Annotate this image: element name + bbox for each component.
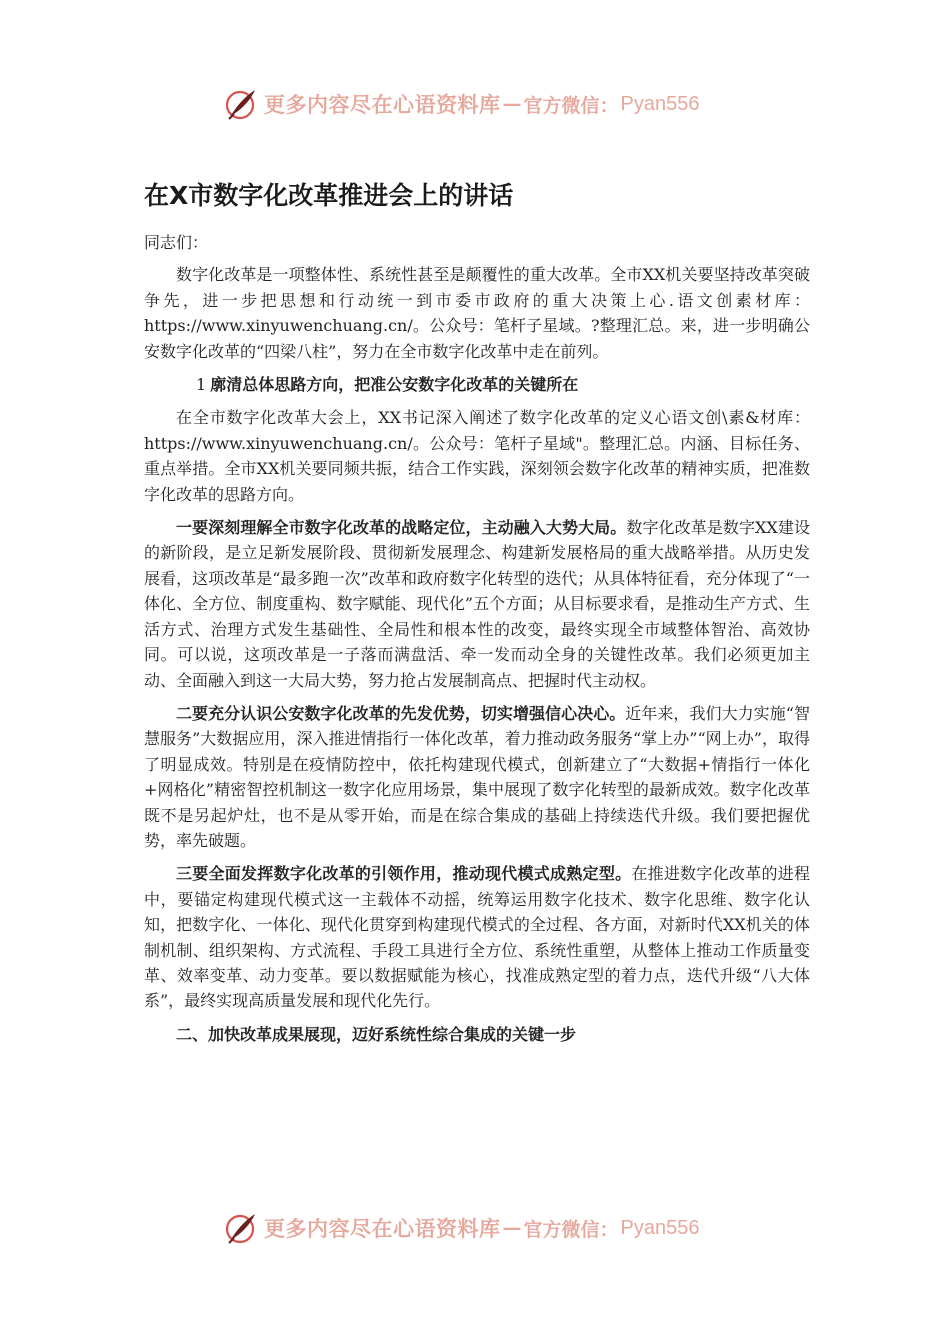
paragraph-3 <box>144 515 810 693</box>
banner-text: 更多内容尽在心语资料库 <box>264 92 501 117</box>
paragraph-4-lead: 二要充分认识公安数字化改革的先发优势，切实增强信心决心。 <box>176 703 626 723</box>
banner-wechat-label: 官方微信： <box>523 1218 619 1241</box>
section-2-heading <box>144 1022 810 1047</box>
paragraph-4-body: 近年来，我们大力实施“智慧服务”大数据应用，深入推进情指行一体化改革，着力推动政务服务“掌上办”“网上办”，取得了明显成效。特别是在疫情防控中，依托构建现代模式，创新建立了“大数据+情指行一体化+网格化”精密智控机制这一数字化应用场景，集中展现了数字化转型的最新成效。数字化改革既不是另起炉灶，也不是从零开始，而是在综合集成的基础上持续迭代升级。我们要把握优势，率先破题。 <box>144 703 810 850</box>
banner-wechat-label: 官方微信： <box>523 94 619 117</box>
paragraph-4 <box>144 701 810 853</box>
footer-banner <box>224 1206 724 1250</box>
paragraph-3-lead: 一要深刻理解全市数字化改革的战略定位，主动融入大势大局。 <box>176 518 627 538</box>
header-banner <box>224 82 724 126</box>
section-1-heading <box>196 372 810 397</box>
paragraph-3-body: 数字化改革是数字XX建设的新阶段，是立足新发展阶段、贯彻新发展理念、构建新发展格局的重大战略举措。从历史发展看，这项改革是“最多跑一次”改革和政府数字化转型的迭代；从具体特征看，充分体现了“一体化、全方位、制度重构、数字赋能、现代化”五个方面；从目标要求看，是推动生产方式、生活方式、治理方式发生基础性、全局性和根本性的改变，最终实现全市域整体智治、高效协同。可以说，这项改革是一子落而满盘活、牵一发而动全身的关键性改革。我们必须更加主动、全面融入到这一大局大势，努力抢占发展制高点、把握时代主动权。 <box>144 518 810 690</box>
banner-dash: — <box>502 93 522 115</box>
intro-paragraph: 数字化改革是一项整体性、系统性甚至是颠覆性的重大改革。全市XX机关要坚持改革突破争先，进一步把思想和行动统一到市委市政府的重大决策上心.语文创素材库：https://www.xinyuwenchuang.cn/。公众号：笔杆子星域。?整理汇总。来，进一步明确公安数字化改革的“四梁八柱”，努力在全市数字化改革中走在前列。 <box>144 265 810 361</box>
section-1-heading-text: 廓清总体思路方向，把准公安数字化改革的关键所在 <box>210 375 579 395</box>
document-body <box>144 230 810 1055</box>
paragraph-5 <box>144 861 810 1013</box>
paragraph-2: 在全市数字化改革大会上，XX书记深入阐述了数字化改革的定义心语文创\素&材库：https://www.xinyuwenchuang.cn/。公众号：笔杆子星域"。整理汇总。内涵、目标任务、重点举措。全市XX机关要同频共振，结合工作实践，深刻领会数字化改革的精神实质，把准数字化改革的思路方向。 <box>144 408 810 504</box>
quill-logo-icon <box>224 1211 258 1245</box>
banner-wechat-id: Pyan556 <box>620 92 700 115</box>
banner-text: 更多内容尽在心语资料库 <box>264 1216 501 1241</box>
section-1-number: 1 <box>196 375 207 395</box>
salutation: 同志们： <box>144 233 209 252</box>
banner-wechat-id: Pyan556 <box>620 1216 700 1239</box>
banner-dash: — <box>502 1217 522 1239</box>
page-title: 在X市数字化改革推进会上的讲话 <box>144 181 514 210</box>
quill-logo-icon <box>224 87 258 121</box>
section-2-heading-text: 二、加快改革成果展现，迈好系统性综合集成的关键一步 <box>176 1024 577 1044</box>
paragraph-5-body: 在推进数字化改革的进程中，要锚定构建现代模式这一主载体不动摇，统筹运用数字化技术、数字化思维、数字化认知，把数字化、一体化、现代化贯穿到构建现代模式的全过程、各方面，对新时代XX机关的体制机制、组织架构、方式流程、手段工具进行全方位、系统性重塑，从整体上推动工作质量变革、效率变革、动力变革。要以数据赋能为核心，找准成熟定型的着力点，迭代升级“八大体系”，最终实现高质量发展和现代化先行。 <box>144 864 810 1011</box>
paragraph-5-lead: 三要全面发挥数字化改革的引领作用，推动现代模式成熟定型。 <box>176 864 632 884</box>
